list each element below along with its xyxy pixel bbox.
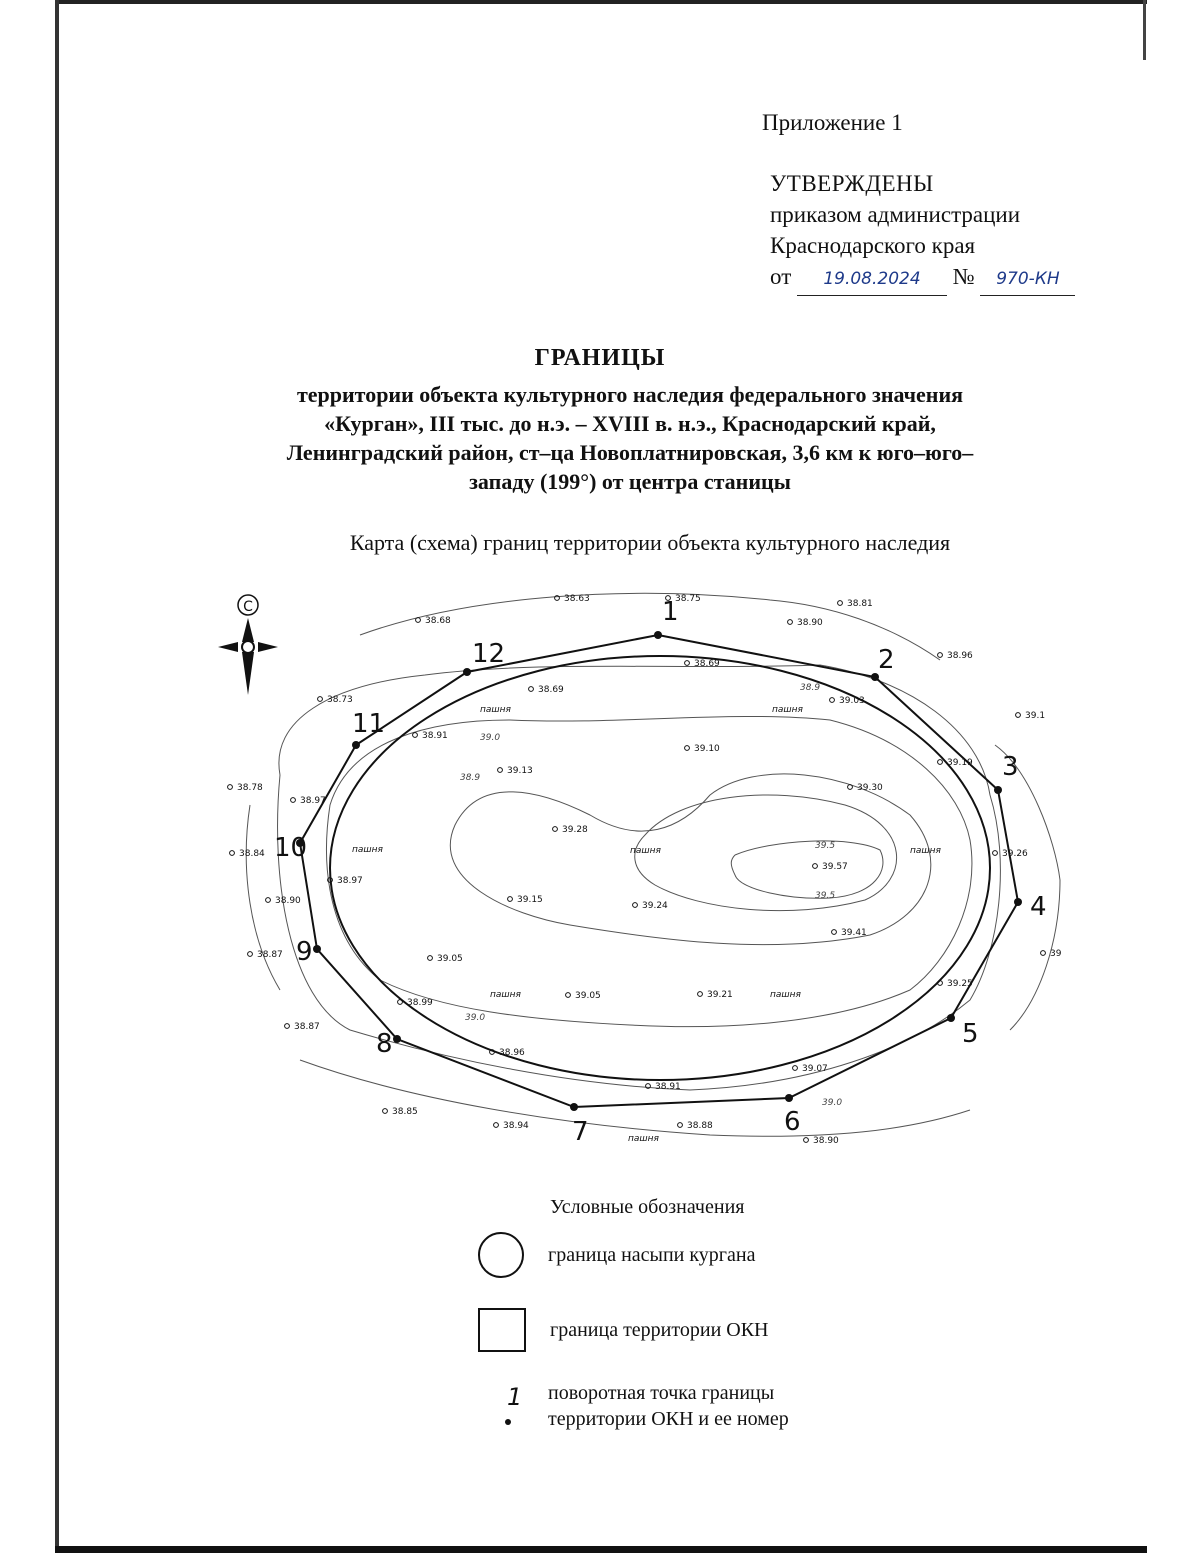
legend-square-symbol (478, 1308, 526, 1352)
turning-point-dot-3 (994, 786, 1002, 794)
elevation-label: 38.90 (813, 1136, 839, 1146)
elevation-mark (228, 785, 233, 790)
turning-point-label-11: 11 (352, 709, 386, 739)
elevation-mark (838, 601, 843, 606)
elevation-label: 39.24 (642, 901, 668, 911)
scan-edge-bottom (55, 1546, 1147, 1553)
turning-point-label-6: 6 (784, 1107, 801, 1137)
number-prefix: № (952, 264, 975, 289)
elevation-label: 39.25 (947, 979, 973, 989)
elevation-label: 39.10 (694, 744, 720, 754)
approval-line-2: Краснодарского края (770, 233, 976, 258)
north-arrow-up (242, 618, 254, 642)
scan-edge-top (55, 0, 1147, 4)
turning-point-dot-1 (654, 631, 662, 639)
contour-label: 39.5 (815, 841, 836, 851)
contour-label: 39.5 (815, 891, 836, 901)
elevation-label: 38.84 (239, 849, 265, 859)
elevation-label: 39.19 (947, 758, 973, 768)
elevation-mark (508, 897, 513, 902)
elevation-label: 38.69 (694, 659, 720, 669)
turning-point-label-3: 3 (1002, 752, 1019, 782)
turning-point-dot-8 (393, 1035, 401, 1043)
elevation-label: 38.63 (564, 594, 590, 604)
legend-point-line-2: территории ОКН и ее номер (548, 1408, 789, 1430)
appendix-label: Приложение 1 (762, 110, 903, 135)
map-caption: Карта (схема) границ территории объекта культурного наследия (349, 530, 951, 555)
contour-39-5-outer (450, 774, 931, 945)
turning-point-label-1: 1 (662, 597, 679, 627)
turning-point-label-7: 7 (572, 1117, 589, 1147)
legend-mound-label: граница насыпи кургана (548, 1244, 756, 1266)
field-label: пашня (910, 846, 941, 856)
elevation-mark (1041, 951, 1046, 956)
contour-south-edge (300, 1060, 970, 1136)
approval-title: УТВЕРЖДЕНЫ (770, 171, 934, 196)
field-label: пашня (490, 990, 521, 1000)
turning-point-dot-11 (352, 741, 360, 749)
elevation-mark (383, 1109, 388, 1114)
elevation-mark (788, 620, 793, 625)
elevation-label: 39.15 (517, 895, 543, 905)
field-label: пашня (480, 705, 511, 715)
turning-point-label-5: 5 (962, 1019, 979, 1049)
elevation-label: 38.90 (797, 618, 823, 628)
elevation-label: 39.57 (822, 862, 848, 872)
subtitle-line-2: «Курган», III тыс. до н.э. – XVIII в. н.э., Краснодарский край, (324, 411, 936, 436)
elevation-mark (813, 864, 818, 869)
legend-point-symbol (478, 1383, 524, 1429)
elevation-label: 38.94 (503, 1121, 529, 1131)
elevation-mark (848, 785, 853, 790)
subtitle-line-1: территории объекта культурного наследия федерального значения (296, 382, 964, 407)
contour-39-5-mid (635, 795, 897, 911)
north-arrow-west (218, 642, 238, 652)
contour-39-5-top (731, 841, 883, 898)
contour-east-edge (995, 745, 1060, 1030)
turning-point-label-10: 10 (274, 833, 308, 863)
elevation-label: 38.91 (422, 731, 448, 741)
turning-point-label-2: 2 (878, 645, 895, 675)
elevation-mark (416, 618, 421, 623)
elevation-mark (285, 1024, 290, 1029)
elevation-mark (291, 798, 296, 803)
contour-label: 39.0 (465, 1013, 486, 1023)
elevation-label: 38.87 (294, 1022, 320, 1032)
boundary-map (210, 580, 1090, 1180)
elevation-label: 38.99 (407, 998, 433, 1008)
contour-39-0 (327, 716, 972, 1026)
legend-title: Условные обозначения (550, 1196, 745, 1218)
elevation-label: 39.26 (1002, 849, 1028, 859)
elevation-mark (398, 1000, 403, 1005)
elevation-label: 38.97 (300, 796, 326, 806)
elevation-label: 39.21 (707, 990, 733, 1000)
north-arrow-down (242, 652, 254, 695)
elevations-layer (228, 594, 1062, 1146)
territory-boundary (300, 635, 1018, 1107)
contour-label: 39.0 (480, 733, 501, 743)
north-label: С (243, 599, 253, 615)
elevation-label: 39.05 (437, 954, 463, 964)
elevation-mark (428, 956, 433, 961)
mound-boundary (330, 656, 990, 1080)
approval-line-1: приказом администрации (770, 202, 1021, 227)
legend-point-line-1: поворотная точка границы (548, 1382, 775, 1404)
subtitle-line-3: Ленинградский район, ст–ца Новоплатнировская, 3,6 км к юго–юго– (286, 440, 974, 465)
north-arrow-east (258, 642, 278, 652)
elevation-label: 39.41 (841, 928, 867, 938)
elevation-label: 38.85 (392, 1107, 418, 1117)
elevation-label: 39.1 (1025, 711, 1046, 721)
order-number: 970-КН (980, 264, 1075, 296)
field-label: пашня (770, 990, 801, 1000)
elevation-mark (804, 1138, 809, 1143)
contour-label: 38.9 (460, 773, 481, 783)
contour-label: 38.9 (800, 683, 821, 693)
elevation-label: 38.73 (327, 695, 353, 705)
scan-edge-right (1143, 0, 1146, 60)
legend-turning-point (478, 1380, 789, 1432)
turning-point-dot-6 (785, 1094, 793, 1102)
elevation-mark (793, 1066, 798, 1071)
elevation-label: 39.28 (562, 825, 588, 835)
elevation-mark (248, 952, 253, 957)
field-label: пашня (772, 705, 803, 715)
legend-point-number: 1 (507, 1383, 523, 1411)
subtitle-line-4: западу (199°) от центра станицы (469, 469, 791, 494)
document-subtitle (215, 380, 1045, 496)
elevation-label: 38.91 (655, 1082, 681, 1092)
elevation-mark (553, 827, 558, 832)
elevation-label: 38.87 (257, 950, 283, 960)
elevation-mark (698, 992, 703, 997)
elevation-label: 39.13 (507, 766, 533, 776)
date-prefix: от (770, 264, 792, 289)
elevation-mark (678, 1123, 683, 1128)
elevation-mark (993, 851, 998, 856)
elevation-mark (494, 1123, 499, 1128)
elevation-mark (266, 898, 271, 903)
elevation-mark (413, 733, 418, 738)
elevation-mark (830, 698, 835, 703)
legend-territory (478, 1308, 769, 1352)
elevation-mark (685, 746, 690, 751)
north-arrow-hub (242, 641, 254, 653)
field-label: пашня (630, 846, 661, 856)
approval-block (770, 168, 1075, 296)
turning-point-dot-4 (1014, 898, 1022, 906)
elevation-label: 39.30 (857, 783, 883, 793)
elevation-label: 38.88 (687, 1121, 713, 1131)
elevation-mark (685, 661, 690, 666)
turning-point-dot-7 (570, 1103, 578, 1111)
elevation-mark (230, 851, 235, 856)
elevation-label: 38.81 (847, 599, 873, 609)
elevation-mark (938, 760, 943, 765)
contour-label: 39.0 (822, 1098, 843, 1108)
elevation-mark (318, 697, 323, 702)
elevation-mark (938, 653, 943, 658)
elevation-label: 38.68 (425, 616, 451, 626)
field-labels-layer (352, 705, 942, 1144)
elevation-label: 39.05 (575, 991, 601, 1001)
turning-point-dot-5 (947, 1014, 955, 1022)
elevation-label: 38.69 (538, 685, 564, 695)
elevation-mark (832, 930, 837, 935)
turning-point-dot-9 (313, 945, 321, 953)
turning-point-dot-12 (463, 668, 471, 676)
turning-point-label-9: 9 (296, 937, 313, 967)
field-label: пашня (628, 1134, 659, 1144)
legend-point-label (548, 1380, 789, 1432)
elevation-label: 38.90 (275, 896, 301, 906)
order-date: 19.08.2024 (797, 264, 947, 296)
contour-lines (246, 593, 1060, 1136)
turning-point-label-8: 8 (376, 1029, 393, 1059)
elevation-label: 38.75 (675, 594, 701, 604)
elevation-mark (566, 993, 571, 998)
approval-date-line (770, 261, 1075, 296)
elevation-label: 38.96 (499, 1048, 525, 1058)
legend-point-dot (505, 1419, 511, 1425)
field-label: пашня (352, 845, 383, 855)
elevation-mark (529, 687, 534, 692)
elevation-label: 38.97 (337, 876, 363, 886)
legend-mound (478, 1232, 755, 1278)
elevation-label: 39 (1050, 949, 1062, 959)
elevation-label: 38.78 (237, 783, 263, 793)
elevation-mark (498, 768, 503, 773)
legend-circle-symbol (478, 1232, 524, 1278)
scan-edge-left (55, 0, 59, 1553)
elevation-label: 39.07 (802, 1064, 828, 1074)
legend-territory-label: граница территории ОКН (550, 1319, 769, 1341)
document-title: ГРАНИЦЫ (534, 345, 666, 371)
north-arrow (218, 595, 278, 695)
elevation-mark (633, 903, 638, 908)
turning-point-label-12: 12 (472, 639, 506, 669)
elevation-label: 39.03 (839, 696, 865, 706)
elevation-mark (1016, 713, 1021, 718)
turning-point-label-4: 4 (1030, 892, 1047, 922)
elevation-label: 38.96 (947, 651, 973, 661)
